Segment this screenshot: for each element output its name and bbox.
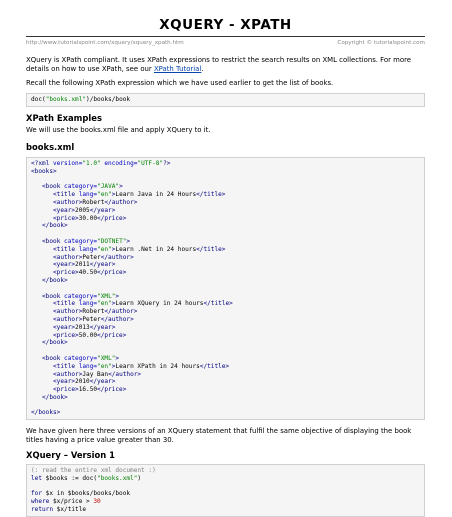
versions-paragraph: We have given here three versions of an XQuery statement that fulfil the same objective of displaying the book titles having a price value greater than 30. (26, 427, 412, 445)
xml-tag: > (111, 300, 116, 308)
xml-tag: > (111, 191, 116, 199)
code-keyword: where (31, 498, 50, 506)
xml-tag: </price> (97, 331, 127, 339)
xml-tag: > (111, 362, 116, 370)
xml-attribute: lang= (78, 362, 98, 370)
book-author-text: Robert (82, 308, 105, 316)
code-token: $x/title (53, 505, 87, 513)
xml-tag: </year> (89, 206, 116, 214)
xml-tag: <author> (53, 370, 83, 378)
xml-attribute: category= (64, 354, 98, 362)
xml-tag: <price> (53, 331, 79, 339)
xml-tag: </book> (42, 276, 68, 284)
xml-tag: <year> (53, 261, 76, 269)
xml-tag: </book> (42, 222, 68, 230)
book-year-text: 2005 (75, 206, 90, 214)
xml-tag: </title> (196, 191, 226, 199)
books-xml-heading: books.xml (26, 141, 75, 152)
book-price-text: 50.00 (78, 331, 98, 339)
xml-tag: <year> (53, 206, 76, 214)
xml-tag: </year> (89, 323, 116, 331)
xml-attribute: lang= (78, 300, 98, 308)
code-token: "books.xml" (45, 96, 87, 104)
xml-tag: <book (42, 183, 65, 191)
xml-value: "DOTNET" (97, 237, 127, 245)
xml-attribute: encoding= (100, 159, 138, 167)
xml-tag: </title> (199, 362, 230, 370)
xml-tag: > (115, 354, 120, 362)
xml-tag: </books> (31, 409, 61, 417)
xml-attribute: lang= (78, 191, 98, 199)
xml-value: "en" (97, 362, 112, 370)
code-token: $books := doc( (42, 474, 98, 482)
book-title-text: Learn XPath in 24 hours (115, 362, 200, 370)
xml-declaration: <?xml (31, 159, 54, 167)
intro-text-end: . (201, 64, 204, 73)
xml-tag: > (126, 237, 131, 245)
code-keyword: for (31, 490, 43, 498)
xml-tag: </author> (104, 308, 138, 316)
xml-tag: <author> (53, 198, 83, 206)
xml-tag: </price> (97, 269, 127, 277)
xquery-version1-code (26, 464, 425, 517)
xml-value: "1.0" (82, 159, 101, 167)
xpath-tutorial-link[interactable]: XPath Tutorial (153, 64, 202, 73)
code-token: doc( (31, 96, 46, 104)
xml-tag: <title (53, 191, 79, 199)
xml-tag: </title> (203, 300, 233, 308)
book-price-text: 40.50 (78, 269, 98, 277)
xml-tag: > (111, 245, 116, 253)
copyright-notice: Copyright © tutorialspoint.com (337, 40, 425, 46)
xml-value: "en" (97, 245, 112, 253)
book-year-text: 2010 (75, 378, 90, 386)
header-meta (26, 39, 425, 47)
page-title: XQUERY - XPATH (159, 17, 292, 33)
xml-attribute: version= (53, 159, 83, 167)
book-year-text: 2013 (75, 323, 90, 331)
book-author-text: Robert (82, 198, 105, 206)
xml-tag: </year> (89, 261, 116, 269)
xml-tag: <book (42, 354, 65, 362)
xml-tag: <title (53, 300, 79, 308)
code-keyword: let (31, 474, 43, 482)
xml-attribute: category= (64, 183, 98, 191)
xml-tag: </book> (42, 339, 68, 347)
xpath-expression-code (26, 93, 425, 107)
xml-tag: <author> (53, 308, 83, 316)
xml-tag: </author> (100, 253, 134, 261)
xml-tag: <book (42, 237, 65, 245)
xml-tag: </price> (97, 386, 127, 394)
xml-tag: <book (42, 292, 65, 300)
header-rule (26, 36, 425, 37)
code-keyword: return (31, 505, 54, 513)
code-token: ) (137, 474, 142, 482)
code-number: 30 (93, 498, 101, 506)
code-token: $x in $books/books/book (42, 490, 131, 498)
version1-heading: XQuery – Version 1 (26, 449, 115, 460)
xml-tag: <price> (53, 214, 79, 222)
book-author-text: Peter (82, 253, 101, 261)
book-author-text: Jay Ban (82, 370, 109, 378)
xml-tag: > (115, 292, 120, 300)
intro-paragraph (26, 56, 425, 74)
recall-paragraph: Recall the following XPath expression which we have used earlier to get the list of books. (26, 78, 334, 87)
source-url: http://www.tutorialspoint.com/xquery/xquery_xpath.htm (26, 40, 184, 46)
xml-tag: <author> (53, 253, 83, 261)
book-title-text: Learn .Net in 24 hours (115, 245, 197, 253)
book-author-text: Peter (82, 315, 101, 323)
xml-tag: </author> (104, 198, 138, 206)
xml-value: "XML" (97, 292, 116, 300)
book-price-text: 16.50 (78, 386, 98, 394)
intro-text: XQuery is XPath compliant. It uses XPath expressions to restrict the search results on XML collections. For more details on how to use XPath, see our (26, 56, 411, 73)
code-string: "books.xml" (97, 474, 138, 482)
xml-tag: <books> (31, 167, 57, 175)
code-comment: (: read the entire xml document :) (31, 466, 156, 474)
book-price-text: 30.00 (78, 214, 98, 222)
xml-tag: <title (53, 245, 79, 253)
xml-tag: </year> (89, 378, 116, 386)
xml-value: "JAVA" (97, 183, 120, 191)
xml-tag: <price> (53, 386, 79, 394)
xpath-examples-text: We will use the books.xml file and apply XQuery to it. (26, 126, 211, 135)
books-xml-code (26, 157, 425, 420)
xml-value: "en" (97, 191, 112, 199)
xml-declaration: ?> (163, 159, 171, 167)
xml-attribute: lang= (78, 245, 98, 253)
xml-tag: <price> (53, 269, 79, 277)
xml-tag: </author> (100, 315, 134, 323)
xml-value: "UTF-8" (137, 159, 164, 167)
xml-value: "en" (97, 300, 112, 308)
xml-tag: <title (53, 362, 79, 370)
xml-tag: <author> (53, 315, 83, 323)
xml-tag: > (119, 183, 123, 191)
xml-tag: <year> (53, 323, 76, 331)
book-title-text: Learn Java in 24 Hours (115, 191, 197, 199)
xml-tag: </book> (42, 393, 68, 401)
xml-attribute: category= (64, 237, 98, 245)
xml-tag: </price> (97, 214, 127, 222)
xpath-examples-heading: XPath Examples (26, 113, 102, 124)
xml-tag: </title> (196, 245, 226, 253)
xml-tag: <year> (53, 378, 76, 386)
code-token: )/books/book (86, 96, 131, 104)
code-token: $x/price > (49, 498, 94, 506)
xml-value: "XML" (97, 354, 116, 362)
xml-tag: </author> (108, 370, 142, 378)
book-year-text: 2011 (75, 261, 90, 269)
xml-attribute: category= (64, 292, 98, 300)
book-title-text: Learn XQuery in 24 hours (115, 300, 204, 308)
